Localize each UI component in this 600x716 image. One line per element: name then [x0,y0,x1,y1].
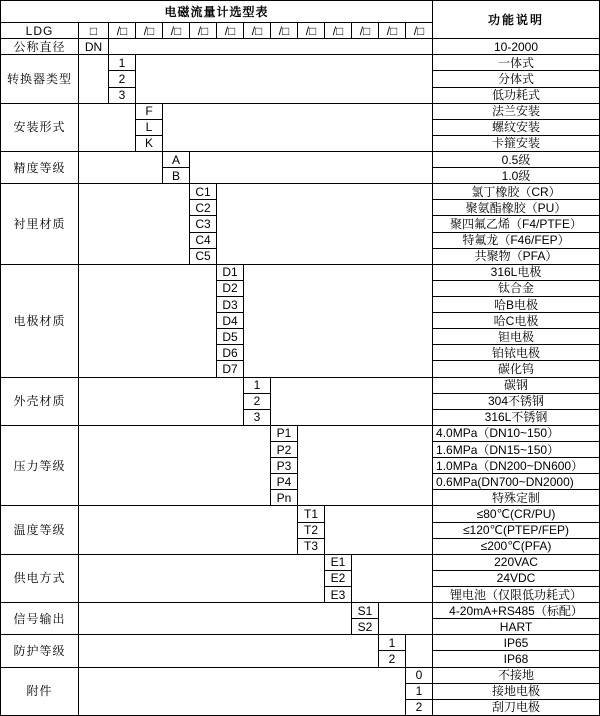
desc-cell: 0.6MPa(DN700~DN2000) [433,474,600,490]
code-cell: P2 [271,441,298,457]
desc-cell: 卡箍安装 [433,135,600,151]
filler-left [79,603,352,635]
code-cell: B [163,168,190,184]
code-cell: F [136,103,163,119]
code-cell: S2 [352,619,379,635]
code-cell: L [136,119,163,135]
code-cell: D5 [217,329,244,345]
filler-right [406,635,433,667]
section-label-power-supply: 供电方式 [1,554,79,602]
code-cell: T3 [298,538,325,554]
model-code-slot: /□ [244,23,271,39]
model-code-slot: /□ [325,23,352,39]
desc-cell: 4.0MPa（DN10~150） [433,425,600,441]
code-cell: S1 [352,603,379,619]
code-cell: E2 [325,570,352,586]
desc-cell: 锂电池（仅限低功耗式） [433,586,600,602]
section-label-electrode-material: 电极材质 [1,264,79,377]
table-title: 电磁流量计选型表 [1,1,433,23]
filler-right [217,184,433,265]
model-code-slot: /□ [190,23,217,39]
code-cell: P3 [271,458,298,474]
desc-cell: IP65 [433,635,600,651]
model-code-slot: /□ [109,23,136,39]
desc-cell: 一体式 [433,55,600,71]
filler-left [79,667,406,715]
model-code-slot: /□ [163,23,190,39]
model-code-slot: /□ [406,23,433,39]
code-cell: T2 [298,522,325,538]
model-code-slot: /□ [217,23,244,39]
code-cell: C3 [190,216,217,232]
code-cell: P1 [271,425,298,441]
filler-left [79,506,298,554]
model-code-slot: /□ [352,23,379,39]
filler-left [79,377,244,425]
desc-cell: 特殊定制 [433,490,600,506]
desc-cell: 220VAC [433,554,600,570]
section-label-converter-type: 转换器类型 [1,55,79,103]
section-label-liner-material: 衬里材质 [1,184,79,265]
desc-cell: 碳化钨 [433,361,600,377]
code-cell: K [136,135,163,151]
desc-cell: 碳钢 [433,377,600,393]
desc-cell: 分体式 [433,71,600,87]
filler-right [109,39,433,55]
function-column-header: 功能说明 [433,1,600,39]
code-cell: 2 [379,651,406,667]
section-label-protection-rating: 防护等级 [1,635,79,667]
section-label-accuracy-class: 精度等级 [1,152,79,184]
code-cell: E3 [325,586,352,602]
code-cell: C5 [190,248,217,264]
filler-right [379,603,433,635]
desc-cell: 钽电极 [433,329,600,345]
code-cell: Pn [271,490,298,506]
desc-cell: IP68 [433,651,600,667]
code-cell: D2 [217,280,244,296]
desc-cell: 氯丁橡胶（CR） [433,184,600,200]
code-cell: 2 [244,393,271,409]
desc-cell: 0.5级 [433,152,600,168]
filler-left [79,184,190,265]
desc-cell: 哈C电极 [433,313,600,329]
code-cell: A [163,152,190,168]
code-cell: 1 [379,635,406,651]
filler-right [298,425,433,506]
desc-cell: ≤80℃(CR/PU) [433,506,600,522]
desc-cell: 低功耗式 [433,87,600,103]
model-code: LDG [1,23,79,39]
filler-right [325,506,433,554]
filler-left [79,55,109,103]
code-cell: C2 [190,200,217,216]
code-cell: P4 [271,474,298,490]
code-cell: D1 [217,264,244,280]
code-cell: 2 [109,71,136,87]
code-cell: 2 [406,699,433,715]
desc-cell: 10-2000 [433,39,600,55]
desc-cell: 法兰安装 [433,103,600,119]
section-label-accessories: 附件 [1,667,79,715]
desc-cell: 316L不锈钢 [433,409,600,425]
code-cell: DN [79,39,109,55]
section-label-temperature-rating: 温度等级 [1,506,79,554]
code-cell: 1 [244,377,271,393]
desc-cell: 共聚物（PFA） [433,248,600,264]
desc-cell: 24VDC [433,570,600,586]
desc-cell: 铂铱电极 [433,345,600,361]
filler-left [79,554,325,602]
model-code-box: □ [79,23,109,39]
desc-cell: 特氟龙（F46/FEP） [433,232,600,248]
desc-cell: 聚四氟乙烯（F4/PTFE） [433,216,600,232]
section-label-nominal-diameter: 公称直径 [1,39,79,55]
filler-left [79,425,271,506]
filler-right [136,55,433,103]
desc-cell: 聚氨酯橡胶（PU） [433,200,600,216]
code-cell: D7 [217,361,244,377]
filler-right [190,152,433,184]
filler-right [244,264,433,377]
code-cell: C4 [190,232,217,248]
model-code-slot: /□ [271,23,298,39]
section-label-installation-type: 安装形式 [1,103,79,151]
filler-right [271,377,433,425]
code-cell: C1 [190,184,217,200]
desc-cell: 钛合金 [433,280,600,296]
model-code-slot: /□ [136,23,163,39]
desc-cell: 316L电极 [433,264,600,280]
filler-left [79,103,136,151]
model-code-slot: /□ [379,23,406,39]
code-cell: D3 [217,297,244,313]
code-cell: 1 [109,55,136,71]
code-cell: 3 [244,409,271,425]
desc-cell: 1.0MPa（DN200~DN600） [433,458,600,474]
desc-cell: ≤200℃(PFA) [433,538,600,554]
code-cell: D6 [217,345,244,361]
desc-cell: HART [433,619,600,635]
filler-left [79,152,163,184]
code-cell: E1 [325,554,352,570]
desc-cell: 不接地 [433,667,600,683]
code-cell: 0 [406,667,433,683]
code-cell: 3 [109,87,136,103]
desc-cell: 哈B电极 [433,297,600,313]
filler-left [79,264,217,377]
section-label-pressure-rating: 压力等级 [1,425,79,506]
section-label-signal-output: 信号输出 [1,603,79,635]
code-cell: T1 [298,506,325,522]
desc-cell: 刮刀电极 [433,699,600,715]
code-cell: D4 [217,313,244,329]
desc-cell: 304不锈钢 [433,393,600,409]
desc-cell: 1.6MPa（DN15~150） [433,441,600,457]
desc-cell: ≤120℃(PTEP/FEP) [433,522,600,538]
desc-cell: 4-20mA+RS485（标配） [433,603,600,619]
desc-cell: 螺纹安装 [433,119,600,135]
model-code-slot: /□ [298,23,325,39]
filler-right [163,103,433,151]
filler-left [79,635,379,667]
desc-cell: 1.0级 [433,168,600,184]
filler-right [352,554,433,602]
section-label-housing-material: 外壳材质 [1,377,79,425]
code-cell: 1 [406,683,433,699]
desc-cell: 接地电极 [433,683,600,699]
